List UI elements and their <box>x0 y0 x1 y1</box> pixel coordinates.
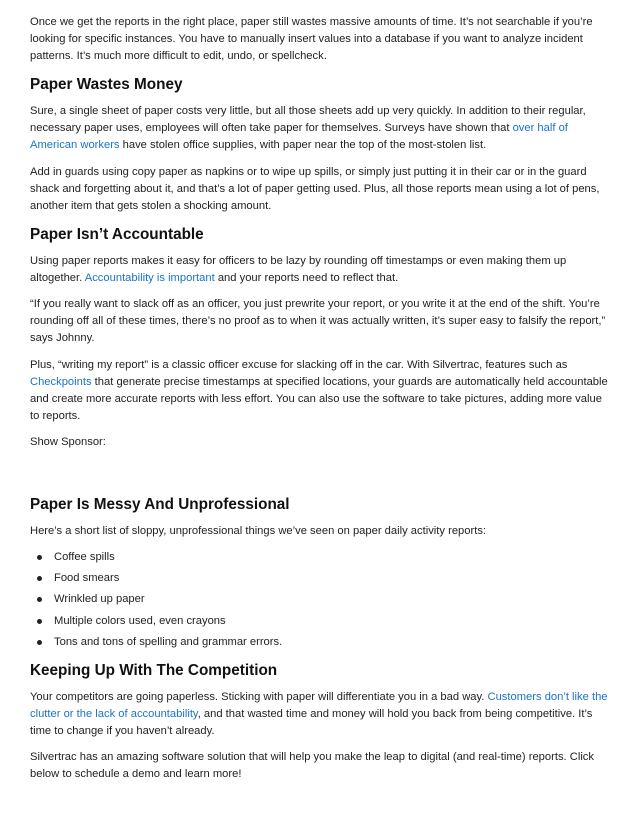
list-item-text: Food smears <box>54 572 120 585</box>
list-item <box>30 634 612 651</box>
sponsor-spacer <box>30 461 612 485</box>
checkpoints-link[interactable]: Checkpoints <box>30 375 92 388</box>
text-span: Your competitors are going paperless. Sticking with paper will differentiate you in a bad way. <box>30 690 488 703</box>
messy-list <box>30 549 612 651</box>
list-item-text: Wrinkled up paper <box>54 593 145 606</box>
bullet-icon <box>37 576 42 581</box>
show-sponsor-label: Show Sponsor: <box>30 436 106 448</box>
section-heading-paper-is-messy: Paper Is Messy And Unprofessional <box>30 495 290 513</box>
text-span: Using paper reports makes it easy for officers to be lazy by rounding off timestamps or even making them up altogether. <box>30 254 567 284</box>
customers-link[interactable]: Customers don’t like the clutter or the lack of accountability <box>30 690 608 720</box>
competition-paragraph-1 <box>30 689 612 740</box>
list-item-text: Coffee spills <box>54 551 115 563</box>
competition-paragraph-2: Silvertrac has an amazing software solution that will help you make the leap to digital (and real-time) reports. Click below to schedule a demo and learn more! <box>30 751 594 781</box>
list-item <box>30 591 612 608</box>
money-paragraph-2: Add in guards using copy paper as napkins or to wipe up spills, or simply just putting it in their car or in the guard shack and forgetting about it, and that’s a lot of paper getting used. Plus, all those reports mean using a lot of pens, another item that gets stolen a shocking amount. <box>30 165 600 212</box>
list-item <box>30 549 612 566</box>
article-body <box>30 14 612 793</box>
american-workers-link[interactable]: over half of American workers <box>30 122 568 151</box>
johnny-quote: “If you really want to slack off as an officer, you just prewrite your report, or you write it at the end of the shift. You’re rounding off all of these times, there’s no proof as to when it was actually written, it’s super easy to falsify the report,” says Johnny. <box>30 298 606 344</box>
text-span: that generate precise timestamps at specified locations, your guards are automatically held accountable and create more accurate reports with less effort. You can also use the software to take pictures, adding more value to reports. <box>30 375 608 422</box>
accountable-paragraph-1 <box>30 253 612 287</box>
bullet-icon <box>37 619 42 624</box>
text-span: Sure, a single sheet of paper costs very little, but all those sheets add up very quickly. In addition to their regular, necessary paper uses, employees will often take paper for themselves. Surveys have shown that <box>30 105 586 134</box>
list-item <box>30 570 612 587</box>
bullet-icon <box>37 555 42 560</box>
bullet-icon <box>37 597 42 602</box>
list-item-text: Multiple colors used, even crayons <box>54 614 226 627</box>
list-item <box>30 613 612 630</box>
section-heading-keeping-up: Keeping Up With The Competition <box>30 661 278 679</box>
messy-intro: Here’s a short list of sloppy, unprofessional things we’ve seen on paper daily activity reports: <box>30 524 487 537</box>
accountability-link[interactable]: Accountability is important <box>84 271 215 284</box>
money-paragraph-1 <box>30 103 612 154</box>
text-span: Plus, “writing my report” is a classic officer excuse for slacking off in the car. With Silvertrac, features such as <box>30 358 568 371</box>
intro-paragraph: Once we get the reports in the right place, paper still wastes massive amounts of time. It’s not searchable if you’re looking for specific instances. You have to manually insert values into a database if you want to analyze incident patterns. It’s much more difficult to edit, undo, or spellcheck. <box>30 16 593 62</box>
section-heading-paper-wastes-money: Paper Wastes Money <box>30 76 183 93</box>
list-item-text: Tons and tons of spelling and grammar errors. <box>54 635 283 648</box>
accountable-paragraph-3 <box>30 357 612 425</box>
text-span: have stolen office supplies, with paper near the top of the most-stolen list. <box>119 139 487 151</box>
bullet-icon <box>37 640 42 645</box>
text-span: , and that wasted time and money will hold you back from being competitive. It’s time to change if you haven’t already. <box>30 707 593 737</box>
text-span: and your reports need to reflect that. <box>214 271 399 284</box>
section-heading-paper-isnt-accountable: Paper Isn’t Accountable <box>30 225 204 243</box>
